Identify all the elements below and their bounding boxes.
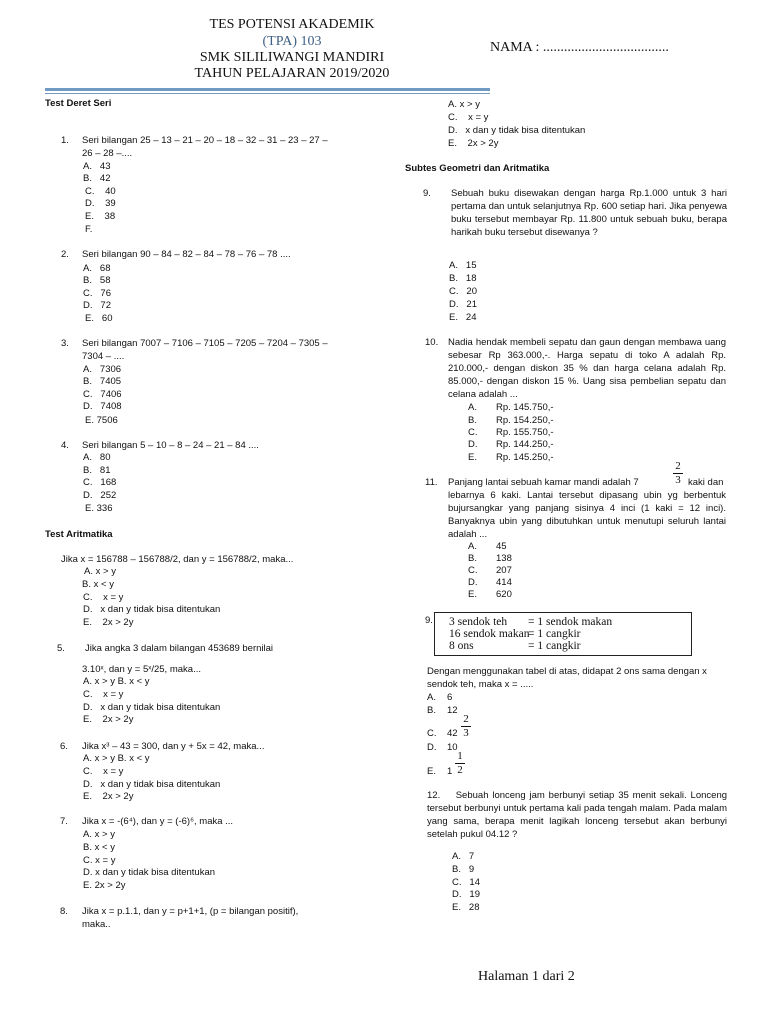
question-text: Jika angka 3 dalam bilangan 453689 bernilai — [85, 643, 274, 654]
text: B. — [449, 273, 458, 284]
text: 1 — [457, 750, 463, 762]
text: D. — [83, 604, 93, 615]
text: A. — [449, 260, 458, 271]
text: 3 sendok teh — [449, 616, 508, 628]
option — [82, 578, 114, 591]
text: E. — [427, 766, 436, 777]
text: C. — [468, 427, 478, 438]
question-text — [427, 789, 727, 841]
option — [449, 272, 476, 285]
text: = 1 cangkir — [528, 628, 581, 640]
text: C. — [452, 877, 462, 888]
option — [448, 137, 498, 150]
text: = 1 sendok makan — [528, 616, 613, 628]
text: A. — [83, 753, 92, 764]
text: C. — [83, 592, 93, 603]
text: D. — [83, 779, 93, 790]
text: 28 — [468, 902, 480, 913]
text: 2x > 2y — [467, 138, 499, 149]
text: 7406 — [100, 389, 122, 400]
option — [448, 98, 480, 111]
section-title-geometri: Subtes Geometri dan Aritmatika — [405, 163, 550, 174]
text: A. — [452, 851, 461, 862]
text: 81 — [99, 465, 111, 476]
text: x = y — [103, 592, 124, 603]
text: C. — [427, 728, 437, 739]
name-dots: .................................... — [542, 40, 669, 55]
text: B. — [83, 275, 92, 286]
option — [83, 790, 133, 803]
text: 2x > 2y — [102, 791, 134, 802]
page-number: Halaman 1 dari 2 — [478, 969, 575, 984]
question-text: 26 – 28 –.... — [82, 148, 133, 159]
question-text: Jika x = p.1.1, dan y = p+1+1, (p = bilangan positif), — [82, 906, 299, 917]
text: E. — [452, 902, 461, 913]
question-text: kaki dan — [688, 477, 724, 488]
text: D. — [83, 300, 93, 311]
text: D. — [468, 577, 478, 588]
doc-code: (TPA) 103 — [262, 34, 322, 49]
text: A. — [468, 402, 477, 413]
text: B. — [83, 173, 92, 184]
question-number: 4. — [61, 440, 69, 451]
section-title-deret: Test Deret Seri — [45, 98, 112, 109]
option — [449, 285, 477, 298]
text: 76 — [100, 288, 111, 299]
text: D. — [83, 401, 93, 412]
option — [83, 299, 111, 312]
question-number: 10. — [425, 337, 439, 348]
text: 42 — [447, 728, 458, 739]
option: C. x = y — [83, 855, 116, 866]
text: 14 — [469, 877, 480, 888]
option — [83, 765, 123, 778]
text: 16 sendok makan — [449, 628, 530, 640]
text: x > y B. x < y — [94, 676, 150, 687]
school-name: SMK SILILIWANGI MANDIRI — [199, 50, 385, 65]
text: 10 — [447, 742, 458, 753]
text: 2 — [457, 764, 463, 776]
text: E. — [83, 791, 92, 802]
text: C. — [83, 288, 93, 299]
section-title-aritmatika: Test Aritmatika — [45, 529, 113, 540]
option — [85, 223, 92, 236]
text: 12 — [447, 705, 458, 716]
text: E. — [449, 312, 458, 323]
text: 80 — [99, 452, 111, 463]
text: E. — [83, 617, 92, 628]
option — [83, 451, 110, 464]
text: D. — [448, 125, 458, 136]
text: 15 — [465, 260, 477, 271]
option — [83, 616, 133, 629]
text: 3 — [675, 474, 681, 486]
name-field — [490, 40, 669, 56]
text: = 1 cangkir — [528, 640, 581, 652]
text: E. — [85, 211, 94, 222]
text: 39 — [105, 198, 116, 209]
text: F. — [85, 224, 93, 235]
text: 2 — [463, 713, 469, 725]
option — [83, 752, 150, 765]
text: x = y — [103, 766, 124, 777]
text: 24 — [465, 312, 477, 323]
option — [83, 688, 123, 701]
question-text: 3.10ˣ, dan y = 5ˣ/25, maka... — [82, 664, 201, 675]
option — [452, 901, 479, 914]
text: B. — [468, 415, 477, 426]
text: C. — [85, 186, 95, 197]
text: B. — [427, 705, 436, 716]
question-text: Seri bilangan 90 – 84 – 82 – 84 – 78 – 76 – 78 .... — [82, 249, 291, 260]
text: 6 — [447, 692, 453, 703]
text: Rp. 155.750,- — [496, 427, 554, 438]
text: A. — [468, 541, 477, 552]
name-label: NAMA : — [490, 40, 540, 55]
text: D. — [85, 198, 95, 209]
option: A. x > y — [83, 829, 115, 840]
text: 60 — [101, 313, 113, 324]
question-number: 6. — [60, 741, 68, 752]
text: 620 — [496, 589, 512, 600]
question-number: 9. — [423, 188, 431, 199]
text: A. — [427, 692, 436, 703]
text: 20 — [466, 286, 477, 297]
text: 58 — [99, 275, 111, 286]
text: B. — [452, 864, 461, 875]
text: Sebuah lonceng jam berbunyi setiap 35 menit sekali. Lonceng tersebut berbunyi untuk pertama kali pada tengah malam. Pada malam yang sama, berapa menit lagikah lonceng tersebut akan berbunyi setelah pukul 04.12 ? — [427, 790, 728, 840]
text: C. — [83, 477, 93, 488]
option — [83, 400, 122, 413]
text: E. — [85, 313, 94, 324]
text: E. — [85, 503, 94, 514]
text: C. — [83, 689, 93, 700]
text: x > y — [95, 566, 116, 577]
text: E. — [448, 138, 457, 149]
option — [83, 172, 110, 185]
text: x = y — [103, 689, 124, 700]
option — [83, 476, 116, 489]
text: E. — [83, 714, 92, 725]
text: D. — [468, 439, 478, 450]
text: 72 — [100, 300, 111, 311]
option — [452, 863, 474, 876]
question-text: Dengan menggunakan tabel di atas, didapat 2 ons sama dengan x sendok teh, maka x = ..... — [427, 666, 707, 690]
option — [449, 298, 477, 311]
option — [83, 274, 110, 287]
question-number: 8. — [60, 906, 68, 917]
question-text: Seri bilangan 5 – 10 – 8 – 24 – 21 – 84 .... — [82, 440, 259, 451]
option — [427, 727, 458, 740]
text: 45 — [496, 541, 507, 552]
school-year: TAHUN PELAJARAN 2019/2020 — [194, 66, 390, 81]
header-rule-thin — [45, 93, 490, 94]
text: 68 — [99, 263, 111, 274]
question-text: lebarnya 6 kaki. Lantai tersebut dipasang ubin yg berbentuk bujursangkar yang panjang sisinya 4 inci (1 kaki = 12 inci). Banyaknya ubin yang dibutuhkan untuk menutupi seluruh lantai adalah ... — [448, 490, 726, 540]
text: 18 — [465, 273, 477, 284]
text: 207 — [496, 565, 512, 576]
option — [85, 197, 116, 210]
text: 19 — [469, 889, 480, 900]
question-text: Jika x = -(6⁴), dan y = (-6)⁶, maka ... — [82, 816, 234, 827]
header-rule-thick — [45, 88, 490, 91]
text: A. — [448, 99, 457, 110]
option — [83, 675, 150, 688]
text: B. — [83, 465, 92, 476]
option: B. x < y — [83, 842, 115, 853]
text: D. — [449, 299, 459, 310]
option — [449, 259, 476, 272]
text: 414 — [496, 577, 512, 588]
text: A. — [83, 676, 92, 687]
question-text: Seri bilangan 7007 – 7106 – 7105 – 7205 – 7204 – 7305 – — [82, 338, 328, 349]
text: x < y — [93, 579, 114, 590]
text: C. — [83, 766, 93, 777]
text: Rp. 145.250,- — [496, 452, 554, 463]
text: A. — [83, 452, 92, 463]
text: x dan y tidak bisa ditentukan — [100, 604, 221, 615]
text: 7 — [468, 851, 475, 862]
option — [468, 451, 554, 464]
question-text: Jika x = 156788 – 156788/2, dan y = 156788/2, maka... — [61, 554, 294, 565]
option — [85, 414, 118, 427]
option — [468, 401, 554, 414]
text: 336 — [96, 503, 113, 514]
question-number: 5. — [57, 643, 65, 654]
option — [83, 603, 220, 616]
text: 7306 — [99, 364, 122, 375]
question-text: maka.. — [82, 919, 111, 930]
question-number: 11. — [425, 477, 438, 488]
option — [468, 588, 512, 601]
text: x dan y tidak bisa ditentukan — [100, 702, 221, 713]
text: E. — [85, 415, 94, 426]
text: B. — [83, 376, 92, 387]
text: D. — [83, 702, 93, 713]
question-text: Jika x³ – 43 = 300, dan y + 5x = 42, maka... — [82, 741, 265, 752]
option — [427, 704, 458, 717]
text: 2x > 2y — [102, 617, 134, 628]
text: x > y B. x < y — [94, 753, 150, 764]
option — [452, 888, 480, 901]
text: A. — [84, 566, 93, 577]
text: 12. — [427, 790, 441, 801]
text: C. — [449, 286, 459, 297]
text: Rp. 144.250,- — [496, 439, 554, 450]
text: D. — [452, 889, 462, 900]
question-number: 2. — [61, 249, 69, 260]
option — [427, 691, 452, 704]
option — [468, 438, 554, 451]
text: 21 — [466, 299, 477, 310]
option — [427, 741, 458, 754]
option — [448, 111, 488, 124]
text: 1 — [447, 766, 453, 777]
question-text: Sebuah buku disewakan dengan harga Rp.1.000 untuk 3 hari pertama dan untuk selanjutnya Rp. 600 setiap hari. Jika penyewa buku tersebut membayar Rp. 11.800 untuk sebuah buku, berapa harikah buku tersebut disewanya ? — [451, 188, 727, 238]
text: 9 — [468, 864, 475, 875]
option — [427, 765, 452, 778]
text: 7408 — [100, 401, 122, 412]
text: 42 — [99, 173, 111, 184]
text: 252 — [100, 490, 117, 501]
question-number: 7. — [60, 816, 68, 827]
text: A. — [83, 263, 92, 274]
question-number: 1. — [61, 135, 69, 146]
option — [448, 124, 585, 137]
fraction — [673, 461, 683, 486]
text: E. — [468, 589, 477, 600]
question-text: 7304 – .... — [82, 351, 125, 362]
option — [83, 489, 116, 502]
text: C. — [83, 389, 93, 400]
text: 43 — [99, 161, 111, 172]
text: x = y — [468, 112, 489, 123]
text: 40 — [105, 186, 116, 197]
option — [83, 713, 133, 726]
doc-title: TES POTENSI AKADEMIK — [209, 17, 375, 32]
fraction — [461, 714, 471, 739]
text: 7405 — [99, 376, 122, 387]
option — [85, 502, 112, 515]
text: 8 ons — [449, 640, 474, 652]
option — [85, 210, 115, 223]
option — [449, 311, 476, 324]
text: 7506 — [96, 415, 118, 426]
conversion-table — [434, 612, 692, 656]
fraction — [455, 751, 465, 776]
text: 168 — [100, 477, 117, 488]
text: D. — [427, 742, 437, 753]
text: Rp. 145.750,- — [496, 402, 554, 413]
option: D. x dan y tidak bisa ditentukan — [83, 867, 216, 878]
text: 2 — [675, 460, 681, 472]
question-text: Seri bilangan 25 – 13 – 21 – 20 – 18 – 32 – 31 – 23 – 27 – — [82, 135, 328, 146]
text: B. — [82, 579, 91, 590]
text: C. — [468, 565, 478, 576]
option — [83, 375, 121, 388]
text: D. — [83, 490, 93, 501]
text: x dan y tidak bisa ditentukan — [465, 125, 586, 136]
option — [452, 850, 474, 863]
text: C. — [448, 112, 458, 123]
option — [84, 565, 116, 578]
text: x > y — [459, 99, 480, 110]
question-number: 3. — [61, 338, 69, 349]
text: 138 — [496, 553, 512, 564]
question-number: 9. — [425, 615, 433, 626]
text: A. — [83, 364, 92, 375]
text: B. — [468, 553, 477, 564]
text: 3 — [463, 727, 469, 739]
text: 2x > 2y — [102, 714, 134, 725]
question-text: Nadia hendak membeli sepatu dan gaun dengan membawa uang sebesar Rp 363.000,-. Harga sepatu di toko A adalah Rp. 210.000,- dengan diskon 35 % dan harga celana adalah Rp. 85.000,- dengan diskon 15 %. Uang sisa pembelian sepatu dan celana adalah ... — [448, 337, 726, 400]
text: 38 — [104, 211, 116, 222]
option — [85, 312, 112, 325]
text: x dan y tidak bisa ditentukan — [100, 779, 221, 790]
text: A. — [83, 161, 92, 172]
question-text: Panjang lantai sebuah kamar mandi adalah 7 — [448, 477, 639, 488]
text: Rp. 154.250,- — [496, 415, 554, 426]
option: E. 2x > 2y — [83, 880, 126, 891]
text: E. — [468, 452, 477, 463]
